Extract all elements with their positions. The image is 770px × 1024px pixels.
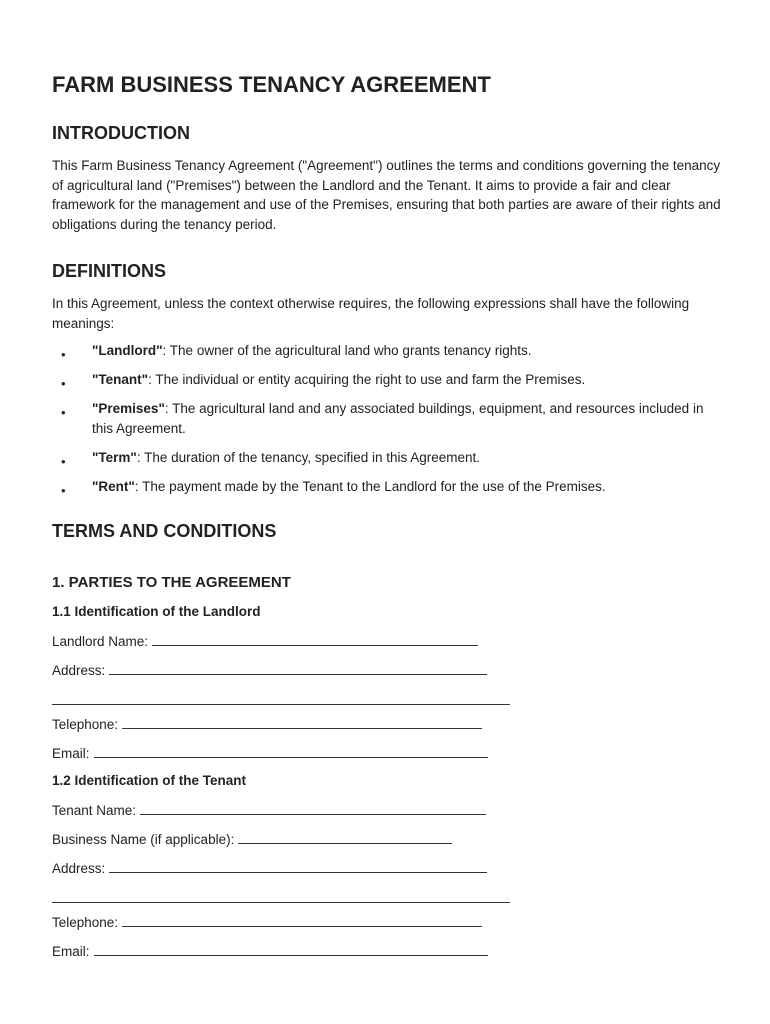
document-body (52, 68, 732, 961)
tenant-telephone-field[interactable] (52, 913, 732, 933)
tenant-email-label: Email: (52, 943, 90, 959)
tenant-telephone-blank[interactable] (122, 914, 482, 927)
definition-item-tenant (52, 370, 712, 390)
introduction-heading: INTRODUCTION (52, 123, 190, 143)
tenant-email-blank[interactable] (94, 943, 488, 956)
parties-heading: 1. PARTIES TO THE AGREEMENT (52, 574, 291, 591)
bullet-icon: • (61, 347, 66, 362)
tenant-address-label: Address: (52, 860, 106, 876)
terms-heading: TERMS AND CONDITIONS (52, 521, 277, 541)
definition-item-term (52, 448, 712, 468)
tenant-business-blank[interactable] (238, 831, 452, 844)
tenant-name-label: Tenant Name: (52, 802, 137, 818)
landlord-name-field[interactable] (52, 632, 732, 652)
definition-desc: : The agricultural land and any associated buildings, equipment, and resources included in this Agreement. (92, 401, 704, 436)
tenant-address-field[interactable] (52, 859, 732, 879)
landlord-email-blank[interactable] (94, 745, 488, 758)
definition-desc: : The owner of the agricultural land who grants tenancy rights. (162, 343, 532, 358)
definitions-heading: DEFINITIONS (52, 261, 167, 281)
tenant-name-blank[interactable] (140, 802, 486, 815)
tenant-business-field[interactable] (52, 830, 732, 850)
bullet-icon: • (61, 405, 66, 420)
landlord-address-field[interactable] (52, 661, 732, 681)
landlord-email-label: Email: (52, 745, 90, 761)
tenant-name-field[interactable] (52, 801, 732, 821)
definition-term: "Premises" (92, 401, 165, 416)
tenant-business-label: Business Name (if applicable): (52, 831, 235, 847)
definition-item-premises (52, 399, 712, 438)
landlord-address-label: Address: (52, 662, 106, 678)
definitions-intro: In this Agreement, unless the context otherwise requires, the following expressions shall have the following meanings: (52, 296, 690, 331)
definition-term: "Term" (92, 449, 137, 465)
definition-item-landlord (52, 341, 712, 361)
landlord-name-blank[interactable] (152, 633, 478, 646)
landlord-telephone-blank[interactable] (122, 716, 482, 729)
bullet-icon: • (61, 376, 66, 391)
bullet-icon: • (61, 453, 66, 469)
landlord-address-line-2[interactable] (52, 690, 510, 705)
introduction-text: This Farm Business Tenancy Agreement ("Agreement") outlines the terms and conditions governing the tenancy of agricultural land ("Premises") between the Landlord and the Tenant. It aims to provide a fair and clear framework for the management and use of the Premises, ensuring that both parties are aware of their rights and obligations during the tenancy period. (52, 158, 721, 232)
bullet-icon: • (61, 482, 66, 498)
definition-term: "Tenant" (92, 372, 149, 387)
landlord-identification-heading: 1.1 Identification of the Landlord (52, 604, 261, 619)
tenant-identification-heading: 1.2 Identification of the Tenant (52, 773, 247, 788)
document-title: FARM BUSINESS TENANCY AGREEMENT (52, 72, 491, 97)
definition-term: "Landlord" (92, 343, 163, 358)
tenant-email-field[interactable] (52, 942, 732, 962)
definitions-list (52, 341, 732, 496)
tenant-telephone-label: Telephone: (52, 914, 119, 930)
landlord-telephone-field[interactable] (52, 715, 732, 735)
tenant-address-blank[interactable] (109, 860, 487, 873)
definition-desc: : The payment made by the Tenant to the Landlord for the use of the Premises. (134, 478, 606, 494)
landlord-name-label: Landlord Name: (52, 633, 149, 649)
landlord-email-field[interactable] (52, 744, 732, 764)
landlord-telephone-label: Telephone: (52, 716, 119, 732)
definition-desc: : The individual or entity acquiring the right to use and farm the Premises. (148, 372, 586, 387)
definition-item-rent (52, 477, 712, 497)
definition-desc: : The duration of the tenancy, specified in this Agreement. (136, 449, 481, 465)
landlord-address-blank[interactable] (109, 662, 487, 675)
tenant-address-line-2[interactable] (52, 888, 510, 903)
definition-term: "Rent" (92, 478, 135, 494)
